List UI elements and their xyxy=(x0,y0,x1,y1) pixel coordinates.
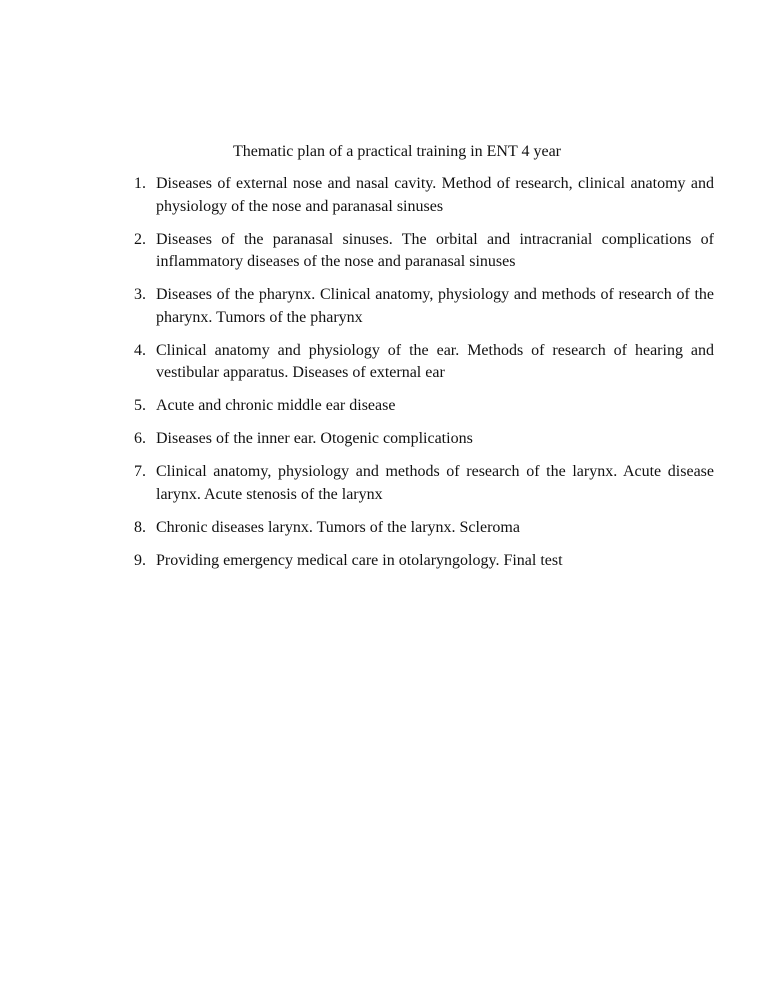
item-number: 7. xyxy=(134,463,146,480)
item-text: Diseases of the pharynx. Clinical anatomy, physiology and methods of research of the pharynx. Tumors of the pharynx xyxy=(156,286,714,326)
list-item xyxy=(134,173,714,218)
list-item xyxy=(134,340,714,385)
item-number: 4. xyxy=(134,341,146,359)
item-number: 1. xyxy=(134,175,146,192)
item-text: Chronic diseases larynx. Tumors of the larynx. Scleroma xyxy=(156,518,520,536)
item-number: 9. xyxy=(134,551,146,569)
list-item xyxy=(134,284,714,329)
item-text: Diseases of external nose and nasal cavity. Method of research, clinical anatomy and physiology of the nose and paranasal sinuses xyxy=(156,175,714,215)
list-item xyxy=(134,395,714,418)
item-text: Diseases of the inner ear. Otogenic complications xyxy=(156,430,473,447)
document-title: Thematic plan of a practical training in ENT 4 year xyxy=(232,143,561,160)
list-item xyxy=(134,461,714,506)
item-text: Providing emergency medical care in otolaryngology. Final test xyxy=(156,551,563,569)
item-number: 3. xyxy=(134,286,146,303)
item-number: 2. xyxy=(134,230,146,248)
list-item xyxy=(134,550,714,573)
list-item xyxy=(134,428,714,451)
item-number: 8. xyxy=(134,518,146,536)
list-item xyxy=(134,229,714,274)
item-text: Acute and chronic middle ear disease xyxy=(156,397,396,414)
list-item xyxy=(134,517,714,540)
thematic-plan-list xyxy=(134,173,714,583)
item-text: Clinical anatomy and physiology of the ear. Methods of research of hearing and vestibular apparatus. Diseases of external ear xyxy=(156,341,714,381)
item-text: Diseases of the paranasal sinuses. The orbital and intracranial complications of inflammatory diseases of the nose and paranasal sinuses xyxy=(156,230,714,270)
item-number: 6. xyxy=(134,430,146,447)
item-text: Clinical anatomy, physiology and methods of research of the larynx. Acute disease larynx. Acute stenosis of the larynx xyxy=(156,463,714,503)
item-number: 5. xyxy=(134,397,146,414)
